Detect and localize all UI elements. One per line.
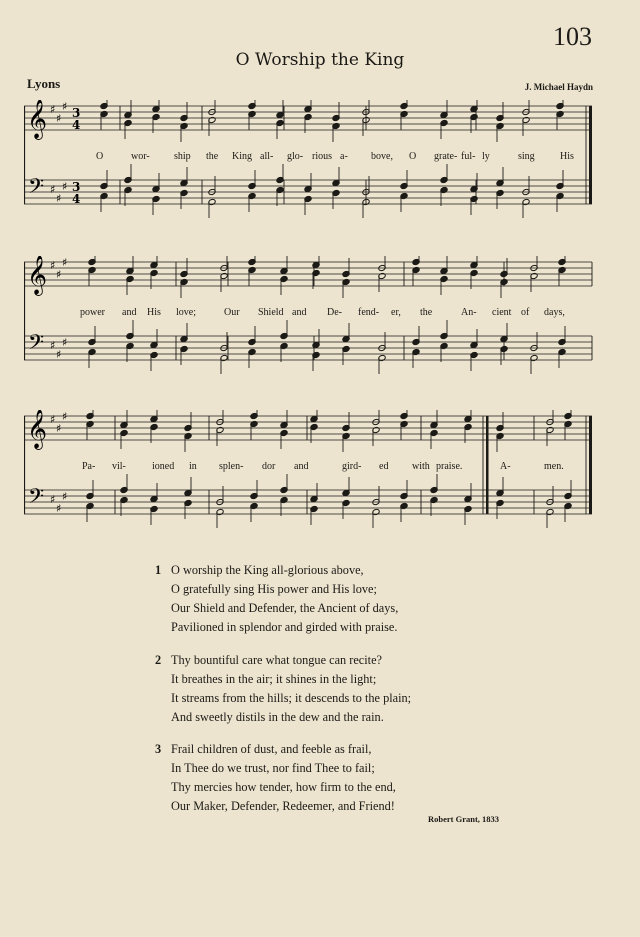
- lyric-syllable: His: [560, 151, 574, 162]
- verse-text: Frail children of dust, and feeble as frail,: [171, 742, 372, 756]
- lyric-syllable: cient: [492, 307, 512, 318]
- treble-staff: [24, 416, 592, 440]
- sharp-icon: ♯: [56, 422, 62, 435]
- lyric-syllable: ful-: [461, 151, 476, 162]
- hymn-title: O Worship the King: [235, 50, 405, 70]
- lyric-syllable: and: [292, 307, 307, 318]
- time-signature: 4: [72, 192, 81, 206]
- bass-staff: [24, 490, 592, 514]
- music-system-1: [24, 100, 596, 218]
- lyric-syllable: glo-: [287, 151, 304, 162]
- lyric-syllable: er,: [391, 307, 401, 318]
- lyric-syllable: in: [189, 461, 197, 472]
- lyric-syllable: power: [80, 307, 105, 318]
- sharp-icon: ♯: [62, 336, 68, 349]
- treble-clef-icon: 𝄞: [27, 100, 48, 139]
- lyric-syllable: Pa-: [82, 461, 96, 472]
- lyric-syllable: His: [147, 307, 161, 318]
- lyric-syllable: ed: [379, 461, 389, 472]
- verse-number: 1: [155, 563, 162, 577]
- verse-text: Thy bountiful care what tongue can recite?: [171, 653, 383, 667]
- final-barline: [589, 106, 592, 204]
- verse-text: Our Shield and Defender, the Ancient of days,: [171, 601, 399, 615]
- lyric-syllable: of: [521, 307, 530, 318]
- lyric-syllable: bove,: [371, 151, 393, 162]
- lyric-syllable: ship: [174, 151, 191, 162]
- lyric-syllable: Our: [224, 307, 240, 318]
- lyric-syllable: fend-: [358, 307, 380, 318]
- lyric-syllable: with: [412, 461, 430, 472]
- lyric-syllable: praise.: [436, 461, 463, 472]
- time-signature: 4: [72, 118, 81, 132]
- verse-text: It breathes in the air; it shines in the light;: [171, 672, 377, 686]
- lyric-syllable: De-: [327, 307, 342, 318]
- lyric-syllable: the: [420, 307, 433, 318]
- lyric-syllable: King: [232, 151, 252, 162]
- lyric-syllable: splen-: [219, 461, 244, 472]
- sharp-icon: ♯: [50, 493, 56, 506]
- time-signature: 3: [72, 180, 81, 194]
- lyric-syllable: men.: [544, 461, 564, 472]
- lyric-syllable: wor-: [131, 151, 150, 162]
- verse-text: Our Maker, Defender, Redeemer, and Friend!: [171, 799, 395, 813]
- lyric-syllable: O: [409, 151, 417, 162]
- lyric-syllable: all-: [260, 151, 274, 162]
- tune-name: Lyons: [27, 76, 61, 91]
- sharp-icon: ♯: [50, 259, 56, 272]
- verse-text: O worship the King all-glorious above,: [171, 563, 364, 577]
- hymn-author: Robert Grant, 1833: [428, 814, 500, 824]
- lyric-syllable: love;: [176, 307, 196, 318]
- verse-text: Thy mercies how tender, how firm to the end,: [171, 780, 396, 794]
- lyric-syllable: days,: [544, 307, 565, 318]
- verse-text: It streams from the hills; it descends to the plain;: [171, 691, 412, 705]
- lyric-syllable: An-: [461, 307, 477, 318]
- lyric-syllable: the: [206, 151, 219, 162]
- double-barline: [486, 416, 489, 514]
- sharp-icon: ♯: [62, 180, 68, 193]
- sharp-icon: ♯: [56, 192, 62, 205]
- verse-text: O gratefully sing His power and His love;: [171, 582, 377, 596]
- composer: J. Michael Haydn: [524, 82, 593, 92]
- treble-clef-icon: 𝄞: [27, 256, 48, 295]
- lyric-syllable: and: [294, 461, 309, 472]
- sharp-icon: ♯: [50, 103, 56, 116]
- lyric-syllable: dor: [262, 461, 276, 472]
- lyric-syllable: a-: [340, 151, 348, 162]
- sharp-icon: ♯: [62, 100, 68, 113]
- lyric-syllable: A-: [500, 461, 511, 472]
- sharp-icon: ♯: [50, 413, 56, 426]
- lyric-syllable: ioned: [152, 461, 175, 472]
- lyric-syllable: O: [96, 151, 104, 162]
- treble-clef-icon: 𝄞: [27, 410, 48, 449]
- sharp-icon: ♯: [62, 490, 68, 503]
- lyric-syllable: grate-: [434, 151, 458, 162]
- lyric-syllable: sing: [518, 151, 535, 162]
- lyric-syllable: Shield: [258, 307, 284, 318]
- lyric-syllable: rious: [312, 151, 332, 162]
- verse-text: In Thee do we trust, nor find Thee to fail;: [171, 761, 375, 775]
- sharp-icon: ♯: [62, 410, 68, 423]
- sharp-icon: ♯: [56, 112, 62, 125]
- page-number: 103: [553, 22, 592, 51]
- bass-clef-icon: 𝄢: [28, 330, 45, 359]
- bass-clef-icon: 𝄢: [28, 484, 45, 513]
- lyric-syllable: and: [122, 307, 137, 318]
- lyric-syllable: vil-: [112, 461, 126, 472]
- verse-number: 3: [155, 742, 162, 756]
- verse-text: Pavilioned in splendor and girded with praise.: [171, 620, 398, 634]
- sharp-icon: ♯: [56, 268, 62, 281]
- lyric-syllable: ly: [482, 151, 490, 162]
- time-signature: 3: [72, 106, 81, 120]
- verse-text: And sweetly distils in the dew and the rain.: [171, 710, 384, 724]
- lyric-syllable: gird-: [342, 461, 362, 472]
- sharp-icon: ♯: [62, 256, 68, 269]
- bass-clef-icon: 𝄢: [28, 174, 45, 203]
- final-barline: [589, 416, 592, 514]
- sharp-icon: ♯: [50, 183, 56, 196]
- sharp-icon: ♯: [56, 348, 62, 361]
- sharp-icon: ♯: [56, 502, 62, 515]
- sharp-icon: ♯: [50, 339, 56, 352]
- verse-number: 2: [155, 653, 162, 667]
